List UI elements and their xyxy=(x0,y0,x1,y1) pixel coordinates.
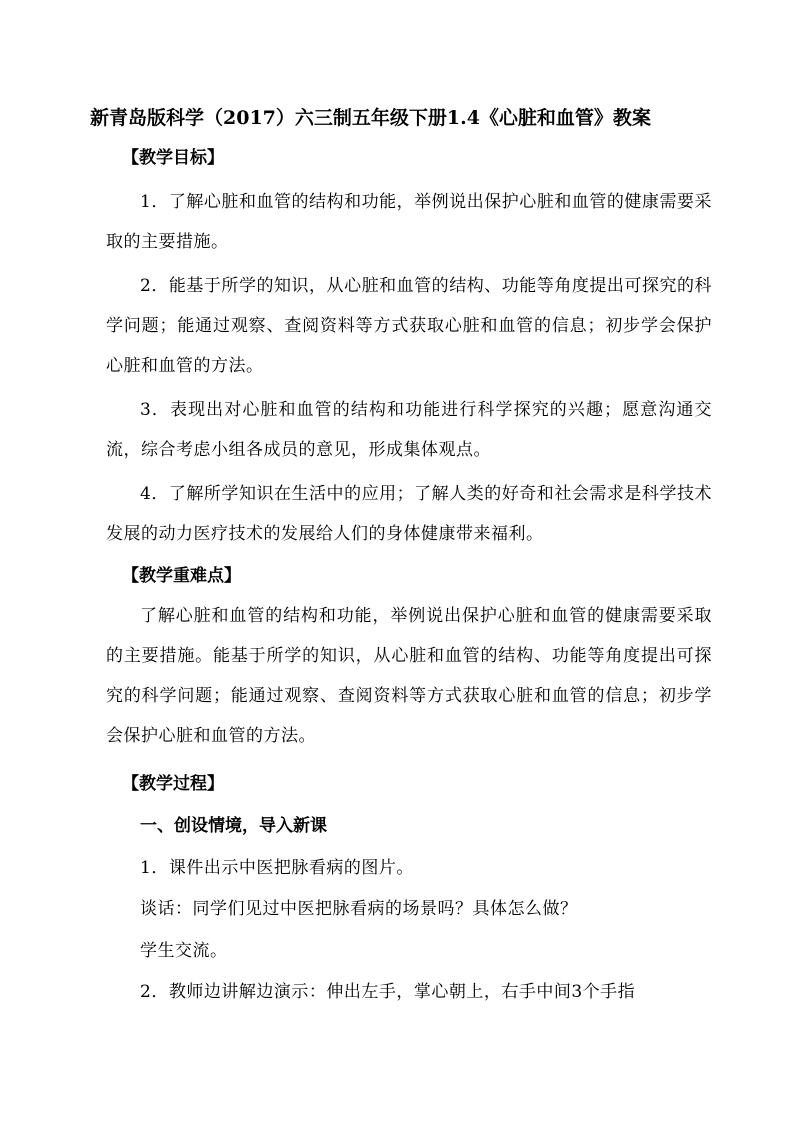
process-line-2: 谈话：同学们见过中医把脉看病的场景吗？具体怎么做？ xyxy=(140,899,578,919)
objective-item-4: 4．了解所学知识在生活中的应用；了解人类的好奇和社会需求是科学技术发展的动力医疗技术的发展给人们的身体健康带来福利。 xyxy=(106,484,712,544)
process-line-3: 学生交流。 xyxy=(140,941,228,961)
document-title: 新青岛版科学（2017）六三制五年级下册1.4《心脏和血管》教案 xyxy=(90,107,651,129)
objective-item-3: 3．表现出对心脏和血管的结构和功能进行科学探究的兴趣；愿意沟通交流，综合考虑小组各成员的意见，形成集体观点。 xyxy=(106,400,712,460)
objective-item-2: 2．能基于所学的知识，从心脏和血管的结构、功能等角度提出可探究的科学问题；能通过观察、查阅资料等方式获取心脏和血管的信息；初步学会保护心脏和血管的方法。 xyxy=(106,276,712,376)
process-line-1: 1．课件出示中医把脉看病的图片。 xyxy=(140,858,414,878)
process-heading: 【教学过程】 xyxy=(122,774,224,794)
objective-item-1: 1．了解心脏和血管的结构和功能，举例说出保护心脏和血管的健康需要采取的主要措施。 xyxy=(106,192,712,252)
process-line-4: 2．教师边讲解边演示：伸出左手，掌心朝上，右手中间3个手指 xyxy=(140,982,636,1002)
key-points-text: 了解心脏和血管的结构和功能，举例说出保护心脏和血管的健康需要采取的主要措施。能基于所学的知识，从心脏和血管的结构、功能等角度提出可探究的科学问题；能通过观察、查阅资料等方式获取心脏和血管的信息；初步学会保护心脏和血管的方法。 xyxy=(106,606,712,746)
key-points-heading: 【教学重难点】 xyxy=(122,566,241,586)
objectives-heading: 【教学目标】 xyxy=(122,148,224,168)
process-subheading: 一、创设情境，导入新课 xyxy=(140,816,327,836)
